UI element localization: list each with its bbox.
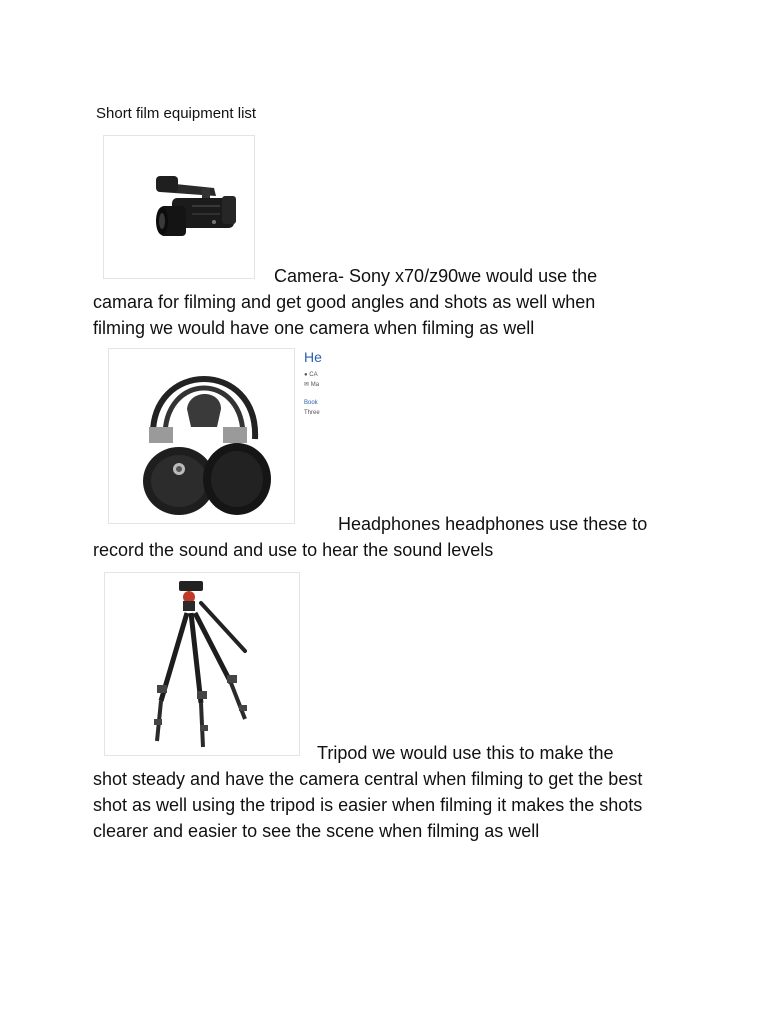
mail-icon: ✉ — [304, 382, 310, 388]
tripod-line-1: Tripod we would use this to make the — [317, 743, 614, 763]
snippet-row-2: Ma — [310, 382, 320, 388]
camera-line-3: filming we would have one camera when filming as well — [93, 318, 535, 338]
tripod-line-4: clearer and easier to see the scene when filming as well — [93, 821, 540, 841]
camera-description — [93, 263, 597, 341]
camera-line-1: Camera- Sony x70/z90we would use the — [274, 266, 598, 286]
document-title: Short film equipment list — [96, 105, 257, 122]
tripod-line-2: shot steady and have the camera central when filming to get the best — [93, 769, 643, 789]
location-pin-icon: ● — [304, 372, 308, 378]
camera-image — [103, 135, 255, 279]
snippet-row-1: CA — [309, 372, 318, 378]
headphones-icon — [109, 349, 294, 523]
snippet-row-3: Three — [304, 410, 320, 416]
tripod-icon — [105, 573, 299, 755]
snippet-heading: He — [304, 349, 322, 365]
camera-line-2: camara for filming and get good angles and shots as well when — [93, 292, 596, 312]
headphones-line-1: Headphones headphones use these to — [338, 514, 648, 534]
side-snippet — [304, 348, 328, 438]
headphones-line-2: record the sound and use to hear the sound levels — [93, 540, 494, 560]
headphones-image — [108, 348, 295, 524]
tripod-image — [104, 572, 300, 756]
headphones-description — [93, 511, 647, 563]
camcorder-icon — [104, 136, 254, 278]
tripod-description — [93, 740, 642, 844]
snippet-link[interactable]: Book — [304, 400, 318, 406]
tripod-line-3: shot as well using the tripod is easier when filming it makes the shots — [93, 795, 643, 815]
